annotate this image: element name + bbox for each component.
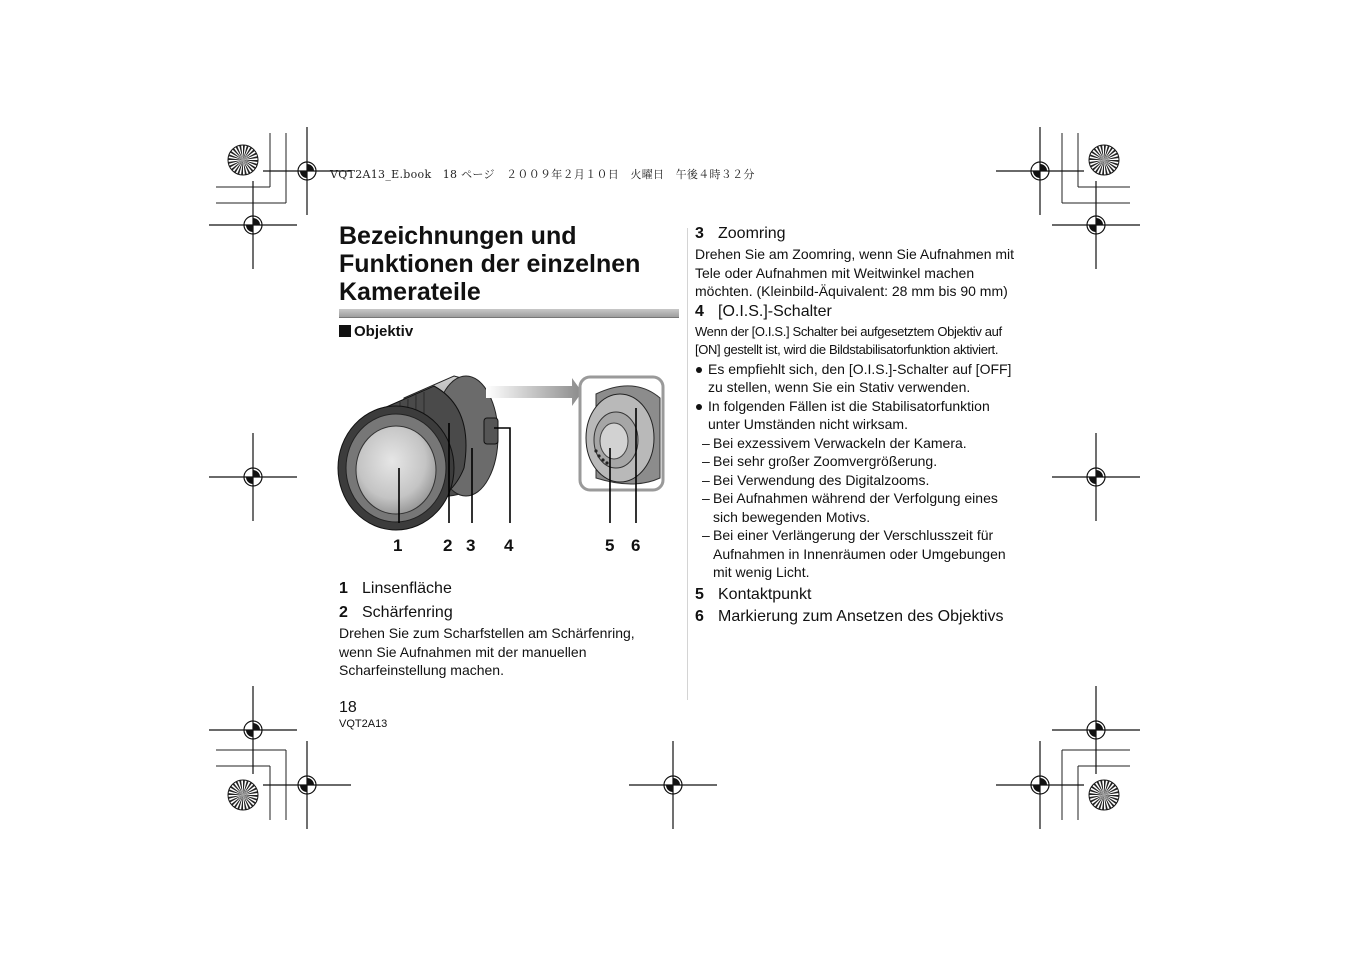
registration-mark-icon xyxy=(263,741,351,829)
item-6: 6 Markierung zum Ansetzen des Objektivs xyxy=(695,607,1004,625)
section-heading xyxy=(339,323,413,340)
starburst-mark-icon xyxy=(1089,145,1119,175)
title-line: Kamerateile xyxy=(339,278,481,306)
title-line: Bezeichnungen und xyxy=(339,222,577,250)
dash-icon: – xyxy=(702,471,710,488)
column-divider xyxy=(687,228,688,700)
lens-illustration xyxy=(334,368,670,538)
document-code: VQT2A13 xyxy=(339,718,388,730)
registration-mark-icon xyxy=(209,686,297,774)
callout-2: 2 xyxy=(443,536,453,555)
section-heading-text: Objektiv xyxy=(354,323,414,340)
callout-3: 3 xyxy=(466,536,476,555)
title-line: Funktionen der einzelnen xyxy=(339,250,641,278)
item-3-description: Drehen Sie am Zoomring, wenn Sie Aufnahmen mit Tele oder Aufnahmen mit Weitwinkel machen möchten. (Kleinbild-Äquivalent: 28 mm bis 90 mm) xyxy=(695,246,1015,299)
dash-item: – Bei exzessivem Verwackeln der Kamera. xyxy=(702,434,967,451)
dash-item: – Bei Verwendung des Digitalzooms. xyxy=(702,471,930,488)
page-number: 18 xyxy=(339,699,357,716)
bullet-item: Es empfiehlt sich, den [O.I.S.]-Schalter auf [OFF] zu stellen, wenn Sie ein Stativ verwenden. xyxy=(695,360,1045,397)
registration-mark-icon xyxy=(996,127,1084,215)
callout-4: 4 xyxy=(504,536,514,555)
registration-mark-icon xyxy=(629,741,717,829)
bullet-icon xyxy=(696,404,702,410)
item-2: 2 Schärfenring xyxy=(339,604,453,621)
item-2-description: Drehen Sie zum Scharfstellen am Schärfenring, wenn Sie Aufnahmen mit der manuellen Scharfeinstellung machen. xyxy=(339,625,635,678)
registration-mark-icon xyxy=(1052,181,1140,269)
starburst-mark-icon xyxy=(228,780,258,810)
callout-5: 5 xyxy=(605,536,615,555)
dash-item: – Bei Aufnahmen während der Verfolgung eines sich bewegenden Motivs. xyxy=(702,490,998,525)
item-3: 3 Zoomring xyxy=(695,225,786,242)
square-bullet-icon xyxy=(339,325,351,337)
registration-mark-icon xyxy=(996,741,1084,829)
page-title xyxy=(339,222,684,306)
item-4-description: Wenn der [O.I.S.] Schalter bei aufgesetztem Objektiv auf [ON] gestellt ist, wird die Bildstabilisatorfunktion aktiviert. xyxy=(695,323,1002,357)
registration-mark-icon xyxy=(209,181,297,269)
registration-mark-icon xyxy=(209,433,297,521)
bullet-item: In folgenden Fällen ist die Stabilisatorfunktion unter Umständen nicht wirksam. xyxy=(695,397,1045,434)
dash-icon: – xyxy=(702,453,710,469)
callout-1: 1 xyxy=(393,536,403,555)
item-5: 5 Kontaktpunkt xyxy=(695,585,812,603)
starburst-mark-icon xyxy=(1089,780,1119,810)
dash-item: – Bei einer Verlängerung der Verschlusszeit für Aufnahmen in Innenräumen oder Umgebungen mit wenig Licht. xyxy=(702,527,1006,580)
registration-mark-icon xyxy=(1052,433,1140,521)
title-underline-bar xyxy=(339,309,679,318)
item-4: 4 [O.I.S.]-Schalter xyxy=(695,302,832,320)
callout-6: 6 xyxy=(631,536,641,555)
dash-item: – Bei sehr großer Zoomvergrößerung. xyxy=(702,453,938,469)
dash-icon: – xyxy=(702,490,710,506)
left-column-items xyxy=(339,578,684,680)
dash-icon: – xyxy=(702,527,710,543)
right-column-items xyxy=(695,223,1045,628)
item-1: 1 Linsenfläche xyxy=(339,580,452,597)
bullet-icon xyxy=(696,367,702,373)
dash-icon: – xyxy=(702,434,710,451)
starburst-mark-icon xyxy=(228,145,258,175)
print-header-line: VQT2A13_E.book 18 ページ ２００９年２月１０日 火曜日 午後４時３２分 xyxy=(330,168,755,181)
registration-mark-icon xyxy=(1052,686,1140,774)
